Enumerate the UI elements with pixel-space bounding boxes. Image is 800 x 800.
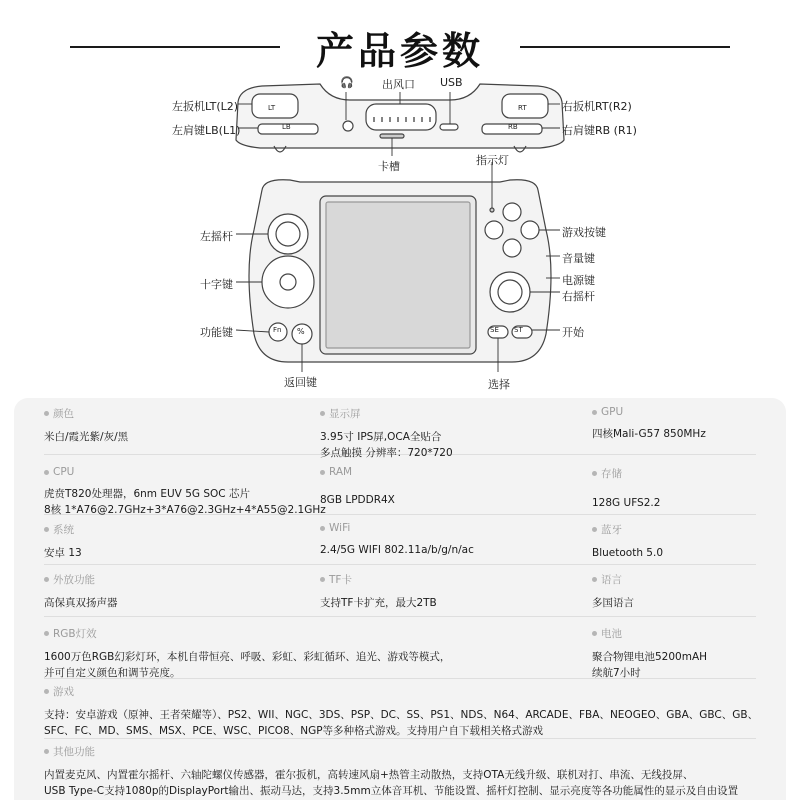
spec-key: 外放功能 <box>53 574 95 586</box>
bullet-icon <box>44 527 49 532</box>
spec-cpu <box>44 466 326 518</box>
bullet-icon <box>44 689 49 694</box>
spec-key: RAM <box>329 466 353 478</box>
label-game-buttons: 游戏按键 <box>562 226 606 239</box>
spec-key: 存储 <box>601 468 622 480</box>
spec-key: CPU <box>53 466 75 478</box>
spec-gpu <box>592 406 706 442</box>
title-line-left <box>70 46 280 48</box>
lb-button-text: LB <box>282 123 291 131</box>
label-usb: USB <box>440 76 463 89</box>
spec-value: USB Type-C支持1080p的DisplayPort输出、振动马达，支持3.5mm立体音耳机、节能设置、摇杆灯控制、显示亮度等各功能属性的显示及自由设置 <box>44 785 739 797</box>
spec-value: 安卓 13 <box>44 547 82 559</box>
separator <box>44 564 756 565</box>
spec-games <box>44 684 758 739</box>
spec-wifi <box>320 522 474 558</box>
device-diagram <box>0 70 800 400</box>
spec-value: 8核 1*A76@2.7GHz+3*A76@2.3GHz+4*A55@2.1GHz <box>44 504 326 516</box>
lt-button-text: LT <box>268 104 276 112</box>
bullet-icon <box>44 411 49 416</box>
label-lb: 左肩键LB(L1) <box>172 124 241 137</box>
spec-value: 四核Mali-G57 850MHz <box>592 428 706 440</box>
spec-value: 内置麦克风、内置霍尔摇杆、六轴陀螺仪传感器，霍尔扳机，高转速风扇+热管主动散热，支持OTA无线升级、联机对打、串流、无线投屏、 <box>44 769 694 781</box>
label-left-stick: 左摇杆 <box>200 230 233 243</box>
bullet-icon <box>320 526 325 531</box>
separator <box>44 616 756 617</box>
label-select: 选择 <box>488 378 510 391</box>
spec-value: 米白/霞光紫/灰/黑 <box>44 431 129 443</box>
spec-value: Bluetooth 5.0 <box>592 547 664 559</box>
back-button-text: % <box>297 327 305 336</box>
spec-value: 2.4/5G WIFI 802.11a/b/g/n/ac <box>320 544 474 556</box>
page-title: 产品参数 <box>315 29 484 73</box>
rt-button-text: RT <box>518 104 527 112</box>
label-right-stick: 右摇杆 <box>562 290 595 303</box>
bullet-icon <box>592 410 597 415</box>
bullet-icon <box>320 411 325 416</box>
headphone-icon: 🎧 <box>340 76 354 89</box>
rb-button-text: RB <box>508 123 518 131</box>
spec-value: 多点触摸 分辨率：720*720 <box>320 447 453 459</box>
spec-screen <box>320 406 453 461</box>
spec-value: 聚合物锂电池5200mAH <box>592 651 708 663</box>
label-card-slot: 卡槽 <box>378 160 400 173</box>
spec-key: 语言 <box>601 574 622 586</box>
spec-battery <box>592 626 707 681</box>
spec-tf <box>320 572 437 611</box>
bullet-icon <box>592 631 597 636</box>
label-lt: 左扳机LT(L2) <box>172 100 239 113</box>
spec-key: 其他功能 <box>53 746 95 758</box>
label-rb: 右肩键RB (R1) <box>562 124 637 137</box>
label-indicator: 指示灯 <box>476 154 509 167</box>
spec-value: 3.95寸 IPS屏,OCA全贴合 <box>320 431 442 443</box>
spec-key: 颜色 <box>53 408 74 420</box>
spec-key: TF卡 <box>329 574 352 586</box>
label-volume: 音量键 <box>562 252 595 265</box>
spec-key: 显示屏 <box>329 408 361 420</box>
spec-key: RGB灯效 <box>53 628 97 640</box>
title-line-right <box>520 46 730 48</box>
label-start: 开始 <box>562 326 584 339</box>
se-button-text: SE <box>490 326 499 334</box>
spec-value: 支持TF卡扩充，最大2TB <box>320 597 437 609</box>
fn-button-text: Fn <box>273 326 282 334</box>
spec-key: 蓝牙 <box>601 524 622 536</box>
st-button-text: ST <box>514 326 523 334</box>
spec-value: 128G UFS2.2 <box>592 497 661 509</box>
spec-key: 电池 <box>601 628 622 640</box>
front-view <box>249 180 551 362</box>
bullet-icon <box>44 631 49 636</box>
spec-key: 系统 <box>53 524 74 536</box>
label-power: 电源键 <box>562 274 595 287</box>
label-back-key: 返回键 <box>284 376 317 389</box>
bullet-icon <box>320 470 325 475</box>
spec-value: 高保真双扬声器 <box>44 597 118 609</box>
spec-bluetooth <box>592 522 663 561</box>
label-dpad: 十字键 <box>200 278 233 291</box>
bullet-icon <box>592 577 597 582</box>
bullet-icon <box>592 471 597 476</box>
spec-key: GPU <box>601 406 624 418</box>
spec-system <box>44 522 82 561</box>
spec-color <box>44 406 128 445</box>
spec-language <box>592 572 634 611</box>
device-illustration <box>0 70 800 400</box>
bullet-icon <box>44 749 49 754</box>
bullet-icon <box>320 577 325 582</box>
header <box>0 20 800 74</box>
spec-storage <box>592 466 660 511</box>
specs-panel <box>14 398 786 800</box>
bullet-icon <box>44 470 49 475</box>
spec-value: 并可自定义颜色和调节亮度。 <box>44 667 181 679</box>
spec-other <box>44 744 738 799</box>
spec-value: 8GB LPDDR4X <box>320 494 395 506</box>
spec-value: 续航7小时 <box>592 667 641 679</box>
spec-key: 游戏 <box>53 686 74 698</box>
spec-key: WiFi <box>329 522 351 534</box>
spec-value: 虎贲T820处理器，6nm EUV 5G SOC 芯片 <box>44 488 250 500</box>
label-func-key: 功能键 <box>200 326 233 339</box>
spec-speaker <box>44 572 118 611</box>
spec-rgb <box>44 626 450 681</box>
label-rt: 右扳机RT(R2) <box>562 100 632 113</box>
spec-value: 1600万色RGB幻彩灯环，本机自带恒亮、呼吸、彩虹、彩虹循环、追光、游戏等模式， <box>44 651 451 663</box>
spec-value: 多国语言 <box>592 597 634 609</box>
bullet-icon <box>44 577 49 582</box>
spec-value: SFC、FC、MD、SMS、MSX、PCE、WSC、PICO8、NGP等多种格式游戏。支持用户自下载相关格式游戏 <box>44 725 544 737</box>
bullet-icon <box>592 527 597 532</box>
spec-ram <box>320 466 395 508</box>
spec-value: 支持：安卓游戏（原神、王者荣耀等）、PS2、WII、NGC、3DS、PSP、DC、SS、PS1、NDS、N64、ARCADE、FBA、NEOGEO、GBA、GBC、GB、 <box>44 709 759 721</box>
label-vent: 出风口 <box>382 78 415 91</box>
